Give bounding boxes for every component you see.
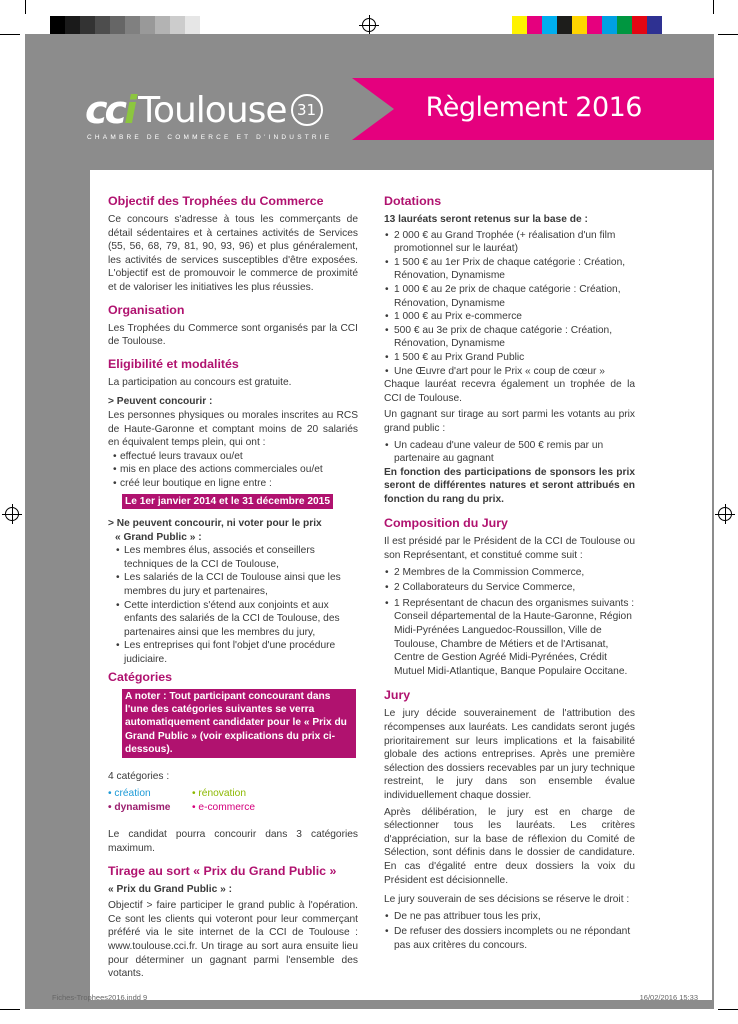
logo-subtitle: CHAMBRE DE COMMERCE ET D'INDUSTRIE [87, 134, 333, 141]
color-swatch [140, 16, 155, 34]
jury-text-1: Le jury décide souverainement de l'attribution des récompenses aux lauréats. Les candidats seront jugés prioritairement sur leurs implications et la faisabilité globale des actions entreprises. Après une première sélection des dossiers recevables par un jury technique restreint, le jury dans son ensemble évalue individuellement chaque dossier. [384, 708, 635, 801]
crop-mark [718, 34, 738, 35]
color-swatch [557, 16, 572, 34]
color-swatch [527, 16, 542, 34]
color-swatch [170, 16, 185, 34]
color-swatch [512, 16, 527, 34]
list-item: • Les salariés de la CCI de Toulouse ainsi que les membres du jury et partenaires, [108, 571, 358, 598]
list-item: • 1 000 € au Prix e-commerce [384, 310, 635, 324]
dotations-gift-list [384, 439, 635, 466]
color-swatch [572, 16, 587, 34]
category-creation: création [114, 788, 151, 800]
color-swatch [602, 16, 617, 34]
section-title-dotations: Dotations [384, 194, 442, 208]
left-column [108, 188, 358, 984]
color-swatch [125, 16, 140, 34]
prix-grand-public-label: « Prix du Grand Public » : [108, 883, 232, 895]
page-title: Règlement 2016 [425, 92, 642, 123]
logo-cci-text: cci [85, 88, 135, 132]
list-item: • 1 500 € au Prix Grand Public [384, 351, 635, 365]
jury-text-2: Après délibération, le jury est en charge de sélectionner tous les lauréats. Les critères d'appréciation, sur la base de réflexion du Comité de Sélection, sont définis dans le dossier de candidature. En cas d'égalité entre deux dossiers la voix du Président est décisionnelle. [384, 806, 635, 886]
category-dynamisme: dynamisme [114, 801, 171, 813]
category-ecommerce: e-commerce [198, 801, 256, 813]
list-item: • mis en place des actions commerciales ou/et [112, 463, 358, 477]
list-item: • De ne pas attribuer tous les prix, [384, 910, 635, 924]
categories-grid: • création • rénovation [108, 788, 246, 800]
list-item: • Un cadeau d'une valeur de 500 € remis par un partenaire au gagnant [384, 439, 635, 466]
list-item: • De refuser des dossiers incomplets ou ne répondant pas aux critères du concours. [384, 925, 635, 952]
dotations-list [384, 229, 635, 379]
list-item: • Une Œuvre d'art pour le Prix « coup de cœur » [384, 365, 635, 379]
peuvent-concourir-list [112, 450, 358, 491]
registration-mark-top [362, 18, 376, 32]
section-title-composition: Composition du Jury [384, 516, 508, 531]
color-swatch [632, 16, 647, 34]
color-swatch [617, 16, 632, 34]
color-swatch [542, 16, 557, 34]
list-item: • 1 Représentant de chacun des organismes suivants : Conseil départemental de la Haute-Garonne, Région Midi-Pyrénées Languedoc-Roussillon, Ville de Toulouse, Chambre de Métiers et de l'Artisanat, Centre de Gestion Agréé Midi-Pyrénées, Crédit Mutuel Midi-Atlantique, Banque Populaire Occitane. [384, 597, 635, 679]
section-title-categories: Catégories [108, 669, 173, 684]
categories-max-text: Le candidat pourra concourir dans 3 catégories maximum. [108, 829, 358, 855]
color-swatch [185, 16, 200, 34]
list-item: • 2 000 € au Grand Trophée (+ réalisation d'un film promotionnel sur le lauréat) [384, 229, 635, 256]
list-item: • effectué leurs travaux ou/et [112, 450, 358, 464]
crop-mark [718, 1009, 738, 1010]
list-item: • créé leur boutique en ligne entre : [112, 477, 358, 491]
list-item: • 1 000 € au 2e prix de chaque catégorie : Création, Rénovation, Dynamisme [384, 283, 635, 310]
cci-toulouse-logo [85, 88, 323, 132]
ne-peuvent-concourir-list [108, 544, 358, 666]
peuvent-concourir-label: > Peuvent concourir : [108, 396, 213, 408]
right-column [384, 188, 635, 953]
tirage-text: Objectif > faire participer le grand public à l'opération. Ce sont les clients qui voteront pour leur commerçant préféré via le site internet de la CCI de Toulouse : www.toulouse.cci.fr. Un tirage au sort aura ensuite lieu pour déterminer un gagnant parmi l'ensemble des votants. [108, 900, 358, 980]
categories-count: 4 catégories : [108, 770, 170, 782]
dotations-intro: 13 lauréats seront retenus sur la base de : [384, 214, 588, 225]
jury-text-3: Le jury souverain de ses décisions se réserve le droit : [384, 894, 630, 906]
ne-peuvent-concourir-label-2: « Grand Public » : [115, 531, 202, 543]
color-swatch [587, 16, 602, 34]
section-title-tirage: Tirage au sort « Prix du Grand Public » [108, 863, 337, 878]
dates-highlight: Le 1er janvier 2014 et le 31 décembre 2015 [122, 494, 333, 510]
list-item: • 1 500 € au 1er Prix de chaque catégorie : Création, Rénovation, Dynamisme [384, 256, 635, 283]
registration-mark-left [5, 507, 19, 521]
categories-grid-2: • dynamisme • e-commerce [108, 801, 256, 813]
objectif-text: Ce concours s'adresse à tous les commerçants de détail sédentaires et à certaines activités de Services (55, 56, 68, 79, 81, 90, 93, 96) et plus généralement, les activités de services susceptibles d'être exposées. L'objectif est de promouvoir le commerce de proximité et de valoriser les initiatives les plus réussies. [108, 214, 358, 293]
list-item: • Les membres élus, associés et conseillers techniques de la CCI de Toulouse, [108, 544, 358, 571]
jury-list [384, 910, 635, 953]
list-item: • 500 € au 3e prix de chaque catégorie : Création, Rénovation, Dynamisme [384, 324, 635, 351]
logo-toulouse-text: Toulouse [138, 89, 287, 131]
color-swatch [155, 16, 170, 34]
crop-mark [713, 0, 714, 14]
section-title-eligibilite: Eligibilité et modalités [108, 356, 239, 371]
list-item: • Cette interdiction s'étend aux conjoints et aux enfants des salariés de la CCI de Toulouse, des partenaires ainsi que les membres du jury, [108, 599, 358, 640]
color-swatch [662, 16, 677, 34]
category-renovation: rénovation [198, 788, 246, 800]
eligibilite-intro: La participation au concours est gratuite. [108, 376, 292, 388]
registration-mark-right [718, 507, 732, 521]
crop-mark [0, 1009, 20, 1010]
color-swatch [95, 16, 110, 34]
cmyk-color-bar [512, 16, 677, 34]
crop-mark [0, 34, 20, 35]
composition-list [384, 566, 635, 679]
color-swatch [110, 16, 125, 34]
dotations-sponsor-text: En fonction des participations de sponsors les prix seront de différentes natures et seront attribués en fonction du rang du prix. [384, 466, 635, 505]
organisation-text: Les Trophées du Commerce sont organisés par la CCI de Toulouse. [108, 322, 358, 348]
color-swatch [50, 16, 65, 34]
section-title-objectif: Objectif des Trophées du Commerce [108, 194, 324, 208]
section-title-jury: Jury [384, 688, 411, 703]
dotations-tirage-text: Un gagnant sur tirage au sort parmi les votants au prix grand public : [384, 409, 635, 434]
list-item: • Les entreprises qui font l'objet d'une procédure judiciaire. [108, 639, 358, 666]
list-item: • 2 Membres de la Commission Commerce, [384, 566, 635, 580]
grey-color-bar [50, 16, 200, 34]
color-swatch [65, 16, 80, 34]
color-swatch [80, 16, 95, 34]
ne-peuvent-concourir-label: > Ne peuvent concourir, ni voter pour le prix [108, 518, 322, 530]
footer-date: 16/02/2016 15:33 [639, 993, 698, 1002]
composition-text: Il est présidé par le Président de la CCI de Toulouse ou son Représentant, et constitué comme suit : [384, 536, 635, 562]
crop-mark [25, 0, 26, 14]
section-title-organisation: Organisation [108, 302, 185, 317]
categories-note-highlight: A noter : Tout participant concourant dans l'une des catégories suivantes se verra automatiquement candidater pour le « Prix du Grand Public » (voir explications du prix ci-dessous). [122, 689, 356, 758]
peuvent-concourir-text: Les personnes physiques ou morales inscrites au RCS de Haute-Garonne et comptant moins de 20 salariés en équivalent temps plein, qui ont : [108, 409, 358, 449]
list-item: • 2 Collaborateurs du Service Commerce, [384, 581, 635, 595]
footer-file-name: Fiches-Trophees2016.indd 9 [52, 993, 148, 1002]
dotations-trophee-text: Chaque lauréat recevra également un trophée de la CCI de Toulouse. [384, 379, 635, 404]
color-swatch [647, 16, 662, 34]
logo-31-badge: 31 [291, 94, 323, 126]
